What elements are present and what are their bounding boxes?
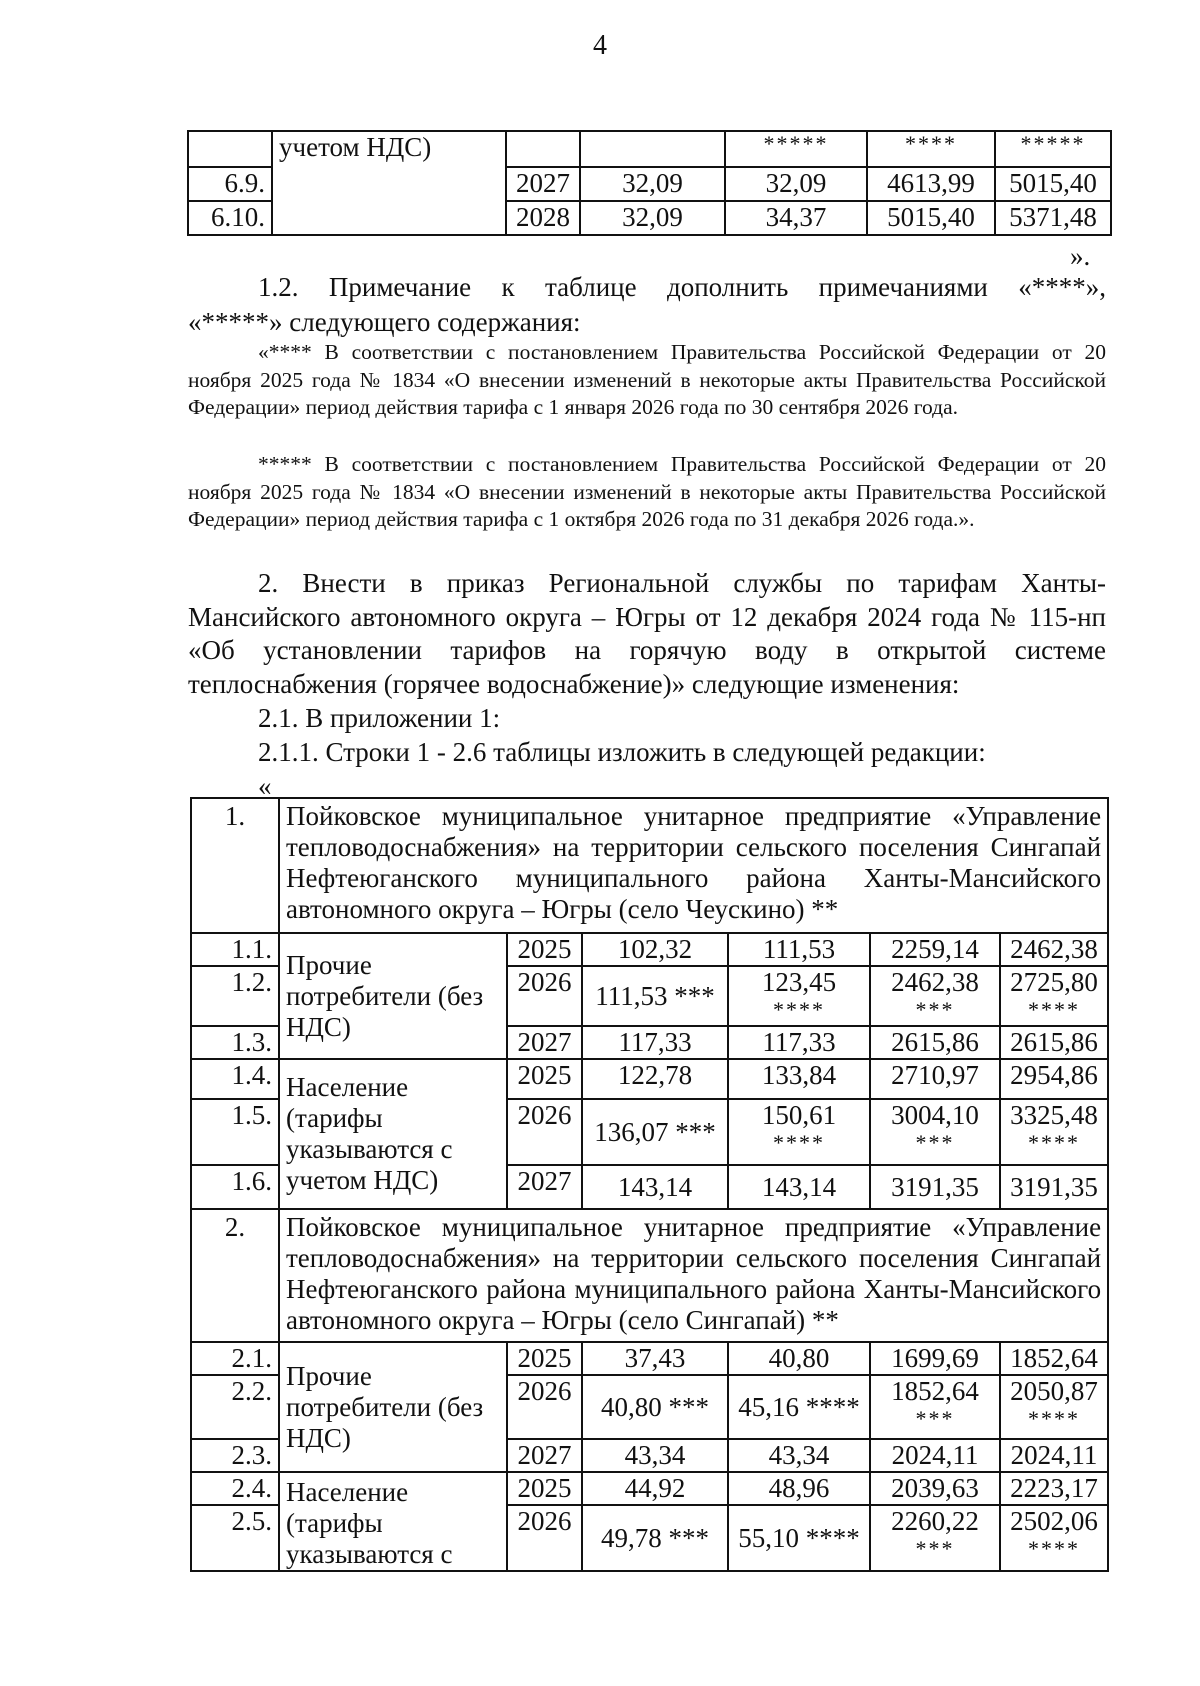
table-row (191, 1342, 1108, 1375)
cell-num: 2.3. (191, 1439, 279, 1472)
cell-c5: 2615,86 (870, 1026, 1000, 1059)
value: 2260,22 (891, 1506, 979, 1536)
mark: *** (668, 1522, 709, 1553)
quote-close: ». (1070, 241, 1091, 271)
cell-year: 2026 (507, 1375, 582, 1439)
value: 2462,38 (891, 967, 979, 997)
paragraph-2-1-1: 2.1.1. Строки 1 - 2.6 таблицы изложить в следующей редакции: (258, 737, 986, 767)
cell-c5: 4613,99 (867, 167, 995, 201)
cell-num: 2.1. (191, 1342, 279, 1375)
mark: *** (915, 997, 955, 1022)
cell-c3: 102,32 (582, 933, 728, 966)
mark: **** (1028, 1536, 1081, 1561)
cell-c3: 32,09 (580, 167, 725, 201)
page-number: 4 (593, 30, 607, 61)
cell-c6 (1000, 1375, 1108, 1439)
mark: **** (1028, 1130, 1081, 1155)
mark: **** (773, 1130, 825, 1155)
cell-c3 (582, 1375, 728, 1439)
cell-c6: 2024,11 (1000, 1439, 1108, 1472)
quote-open: « (258, 771, 272, 801)
cell-c3: 32,09 (580, 201, 725, 235)
cell-num: 1.4. (191, 1059, 279, 1099)
cell-c3 (580, 131, 725, 167)
value: 136,07 (594, 1116, 669, 1147)
cell-c5: 2259,14 (870, 933, 1000, 966)
cell-num: 1.6. (191, 1165, 279, 1209)
cell-year: 2025 (507, 933, 582, 966)
org-row (191, 1209, 1108, 1342)
cell-c6: 2223,17 (1000, 1472, 1108, 1505)
value: 2725,80 (1010, 967, 1098, 997)
cell-c4: 40,80 (728, 1342, 870, 1375)
mark: **** (805, 1522, 860, 1553)
cell-c3 (582, 966, 728, 1026)
cell-c6: 2954,86 (1000, 1059, 1108, 1099)
cell-c4: 117,33 (728, 1026, 870, 1059)
cell-c4: 48,96 (728, 1472, 870, 1505)
cell-num: 1. (191, 798, 279, 933)
cell-year: 2025 (507, 1342, 582, 1375)
cell-year: 2028 (506, 201, 580, 235)
mark: *** (674, 980, 715, 1011)
cell-c4: 32,09 (725, 167, 867, 201)
group-label: Население (тарифы указываются с (279, 1472, 507, 1571)
mark: *** (915, 1406, 955, 1431)
org-name: Пойковское муниципальное унитарное предприятие «Управление тепловодоснабжения» на территории сельского поселения Сингапай Нефтеюганского муниципального района Ханты-Мансийского автономного округа – Югры (село Чеускино) ** (279, 798, 1108, 933)
cell-c4 (728, 966, 870, 1026)
org-row (191, 798, 1108, 933)
paragraph-2: 2. Внести в приказ Региональной службы по тарифам Ханты-Мансийского автономного округа – Югры от 12 декабря 2024 года № 115-нп «Об установлении тарифов на горячую воду в открытой системе теплоснабжения (горячее водоснабжение)» следующие изменения: (188, 568, 1106, 699)
cell-c5 (867, 131, 995, 167)
paragraph-2-1: 2.1. В приложении 1: (258, 703, 501, 733)
cell-year: 2027 (506, 167, 580, 201)
group-label: учетом НДС) (272, 131, 506, 235)
cell-num: 6.9. (188, 167, 272, 201)
cell-year: 2026 (507, 1505, 582, 1571)
cell-c5: 1699,69 (870, 1342, 1000, 1375)
table-row (188, 131, 1111, 167)
cell-num: 1.5. (191, 1099, 279, 1165)
value: 123,45 (761, 967, 837, 997)
mark: **** (1028, 997, 1081, 1022)
value: 55,10 (738, 1522, 799, 1553)
value: 40,80 (601, 1391, 662, 1422)
mark: **** (773, 997, 825, 1022)
mark: **** (805, 1391, 860, 1422)
cell-num: 1.1. (191, 933, 279, 966)
cell-num: 2.5. (191, 1505, 279, 1571)
cell-num: 2.2. (191, 1375, 279, 1439)
note-5: ***** В соответствии с постановлением Правительства Российской Федерации от 20 ноября 2025 года № 1834 «О внесении изменений в некоторые акты Правительства Российской Федерации» период действия тарифа с 1 октября 2026 года по 31 декабря 2026 года.». (188, 452, 1106, 531)
cell-c5: 2039,63 (870, 1472, 1000, 1505)
table-row (191, 1472, 1108, 1505)
cell-c6: 2615,86 (1000, 1026, 1108, 1059)
value: 45,16 (738, 1391, 799, 1422)
cell-year: 2025 (507, 1472, 582, 1505)
cell-c3: 37,43 (582, 1342, 728, 1375)
value: 49,78 (601, 1522, 662, 1553)
value: 2050,87 (1010, 1376, 1098, 1406)
mark: **** (905, 131, 957, 156)
tariff-table (190, 797, 1109, 1572)
cell-c5 (870, 1505, 1000, 1571)
cell-num: 2. (191, 1209, 279, 1342)
mark: ***** (763, 131, 829, 156)
cell-c6: 2462,38 (1000, 933, 1108, 966)
paragraph-1-2-line1-text: 1.2. Примечание к таблице дополнить примечаниями «****», (258, 272, 1106, 302)
cell-year: 2026 (507, 1099, 582, 1165)
cell-year (506, 131, 580, 167)
cell-num: 6.10. (188, 201, 272, 235)
cell-c5 (870, 1099, 1000, 1165)
cell-c6: 5371,48 (995, 201, 1111, 235)
cell-c3: 122,78 (582, 1059, 728, 1099)
cell-c4 (728, 1099, 870, 1165)
mark: **** (1028, 1406, 1081, 1431)
cell-num: 1.2. (191, 966, 279, 1026)
cell-c6 (1000, 1505, 1108, 1571)
cell-year: 2027 (507, 1165, 582, 1209)
cell-num: 2.4. (191, 1472, 279, 1505)
value: 2502,06 (1010, 1506, 1098, 1536)
cell-c6 (1000, 1099, 1108, 1165)
mark: *** (668, 1391, 709, 1422)
cell-c6: 1852,64 (1000, 1342, 1108, 1375)
cell-c5 (870, 1375, 1000, 1439)
cell-c4: 111,53 (728, 933, 870, 966)
cell-c5: 3191,35 (870, 1165, 1000, 1209)
mark: *** (915, 1536, 955, 1561)
cell-num (188, 131, 272, 167)
cell-c4 (728, 1505, 870, 1571)
cell-year: 2027 (507, 1439, 582, 1472)
note-4: «**** В соответствии с постановлением Правительства Российской Федерации от 20 ноября 2025 года № 1834 «О внесении изменений в некоторые акты Правительства Российской Федерации» период действия тарифа с 1 января 2026 года по 30 сентября 2026 года. (188, 340, 1106, 419)
cell-c4: 133,84 (728, 1059, 870, 1099)
cell-c3 (582, 1099, 728, 1165)
mark: *** (675, 1116, 716, 1147)
cell-c6: 3191,35 (1000, 1165, 1108, 1209)
cell-year: 2027 (507, 1026, 582, 1059)
group-label: Прочие потребители (без НДС) (279, 1342, 507, 1472)
table-row (191, 933, 1108, 966)
table-row (191, 1059, 1108, 1099)
cell-c3: 43,34 (582, 1439, 728, 1472)
value: 1852,64 (891, 1376, 979, 1406)
cell-year: 2026 (507, 966, 582, 1026)
group-label: Население (тарифы указываются с учетом НДС) (279, 1059, 507, 1209)
cell-c6: 5015,40 (995, 167, 1111, 201)
cell-c4: 34,37 (725, 201, 867, 235)
org-name: Пойковское муниципальное унитарное предприятие «Управление тепловодоснабжения» на территории сельского поселения Сингапай Нефтеюганского района муниципального района Ханты-Мансийского автономного округа – Югры (село Сингапай) ** (279, 1209, 1108, 1342)
cell-c6 (1000, 966, 1108, 1026)
group-label: Прочие потребители (без НДС) (279, 933, 507, 1059)
cell-c5: 2710,97 (870, 1059, 1000, 1099)
cell-c3: 44,92 (582, 1472, 728, 1505)
cell-c4 (725, 131, 867, 167)
mark: ***** (1020, 131, 1086, 156)
cell-c3: 143,14 (582, 1165, 728, 1209)
cell-year: 2025 (507, 1059, 582, 1099)
cell-c5 (870, 966, 1000, 1026)
cell-c5: 5015,40 (867, 201, 995, 235)
cell-c5: 2024,11 (870, 1439, 1000, 1472)
cell-c4: 143,14 (728, 1165, 870, 1209)
cell-c3: 117,33 (582, 1026, 728, 1059)
mark: *** (915, 1130, 955, 1155)
paragraph-1-2-line2: «*****» следующего содержания: (188, 307, 581, 337)
value: 111,53 (595, 980, 668, 1011)
cell-c4: 43,34 (728, 1439, 870, 1472)
cell-num: 1.3. (191, 1026, 279, 1059)
top-table (187, 130, 1112, 236)
paragraph-1-2-line1 (188, 270, 1106, 304)
cell-c3 (582, 1505, 728, 1571)
cell-c4 (728, 1375, 870, 1439)
cell-c6 (995, 131, 1111, 167)
value: 3004,10 (891, 1100, 979, 1130)
value: 150,61 (761, 1100, 837, 1130)
value: 3325,48 (1010, 1100, 1098, 1130)
